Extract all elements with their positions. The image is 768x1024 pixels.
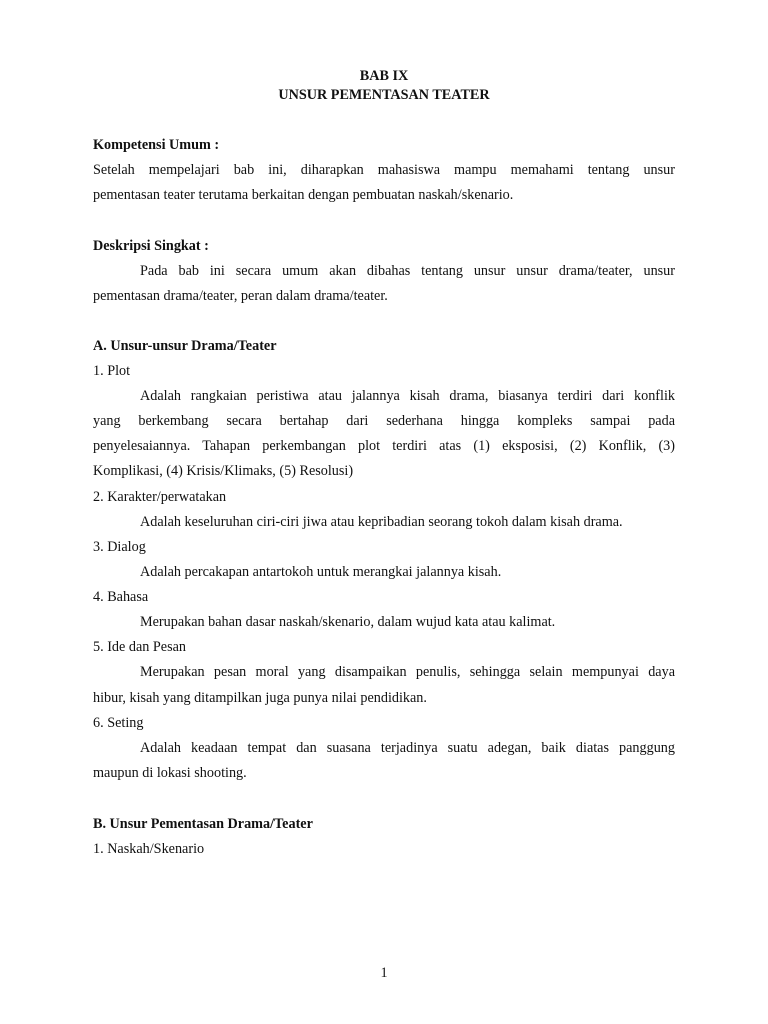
naskah-title: 1. Naskah/Skenario xyxy=(93,841,205,857)
section-b-heading: B. Unsur Pementasan Drama/Teater xyxy=(93,816,313,832)
ide-pesan-line-2: hibur, kisah yang ditampilkan juga punya nilai pendidikan. xyxy=(93,690,427,706)
karakter-title: 2. Karakter/perwatakan xyxy=(93,489,227,505)
kompetensi-heading: Kompetensi Umum : xyxy=(93,137,220,153)
plot-line-1: Adalah rangkaian peristiwa atau jalannya kisah drama, biasanya terdiri dari konflik xyxy=(140,388,675,404)
chapter-title: UNSUR PEMENTASAN TEATER xyxy=(278,87,490,103)
plot-line-4: Komplikasi, (4) Krisis/Klimaks, (5) Resolusi) xyxy=(93,463,354,479)
chapter-number: BAB IX xyxy=(359,68,409,84)
ide-pesan-title: 5. Ide dan Pesan xyxy=(93,639,186,655)
bahasa-title: 4. Bahasa xyxy=(93,589,149,605)
deskripsi-heading: Deskripsi Singkat : xyxy=(93,238,209,254)
seting-line-2: maupun di lokasi shooting. xyxy=(93,765,247,781)
dialog-title: 3. Dialog xyxy=(93,539,146,555)
ide-pesan-line-1: Merupakan pesan moral yang disampaikan penulis, sehingga selain mempunyai daya xyxy=(140,664,675,680)
page-number: 1 xyxy=(380,965,388,981)
seting-line-1: Adalah keadaan tempat dan suasana terjadinya suatu adegan, baik diatas panggung xyxy=(140,740,675,756)
dialog-line-1: Adalah percakapan antartokoh untuk merangkai jalannya kisah. xyxy=(140,564,502,580)
kompetensi-line-1: Setelah mempelajari bab ini, diharapkan mahasiswa mampu memahami tentang unsur xyxy=(93,162,675,178)
plot-line-2: yang berkembang secara bertahap dari sederhana hingga kompleks sampai pada xyxy=(93,413,675,429)
section-a-heading: A. Unsur-unsur Drama/Teater xyxy=(93,338,277,354)
deskripsi-line-1: Pada bab ini secara umum akan dibahas tentang unsur unsur drama/teater, unsur xyxy=(140,263,675,279)
deskripsi-line-2: pementasan drama/teater, peran dalam drama/teater. xyxy=(93,288,388,304)
kompetensi-line-2: pementasan teater terutama berkaitan dengan pembuatan naskah/skenario. xyxy=(93,187,514,203)
plot-title: 1. Plot xyxy=(93,363,131,379)
seting-title: 6. Seting xyxy=(93,715,144,731)
bahasa-line-1: Merupakan bahan dasar naskah/skenario, dalam wujud kata atau kalimat. xyxy=(140,614,556,630)
plot-line-3: penyelesaiannya. Tahapan perkembangan plot terdiri atas (1) eksposisi, (2) Konflik, (3) xyxy=(93,438,675,454)
karakter-line-1: Adalah keseluruhan ciri-ciri jiwa atau kepribadian seorang tokoh dalam kisah drama. xyxy=(140,514,623,530)
